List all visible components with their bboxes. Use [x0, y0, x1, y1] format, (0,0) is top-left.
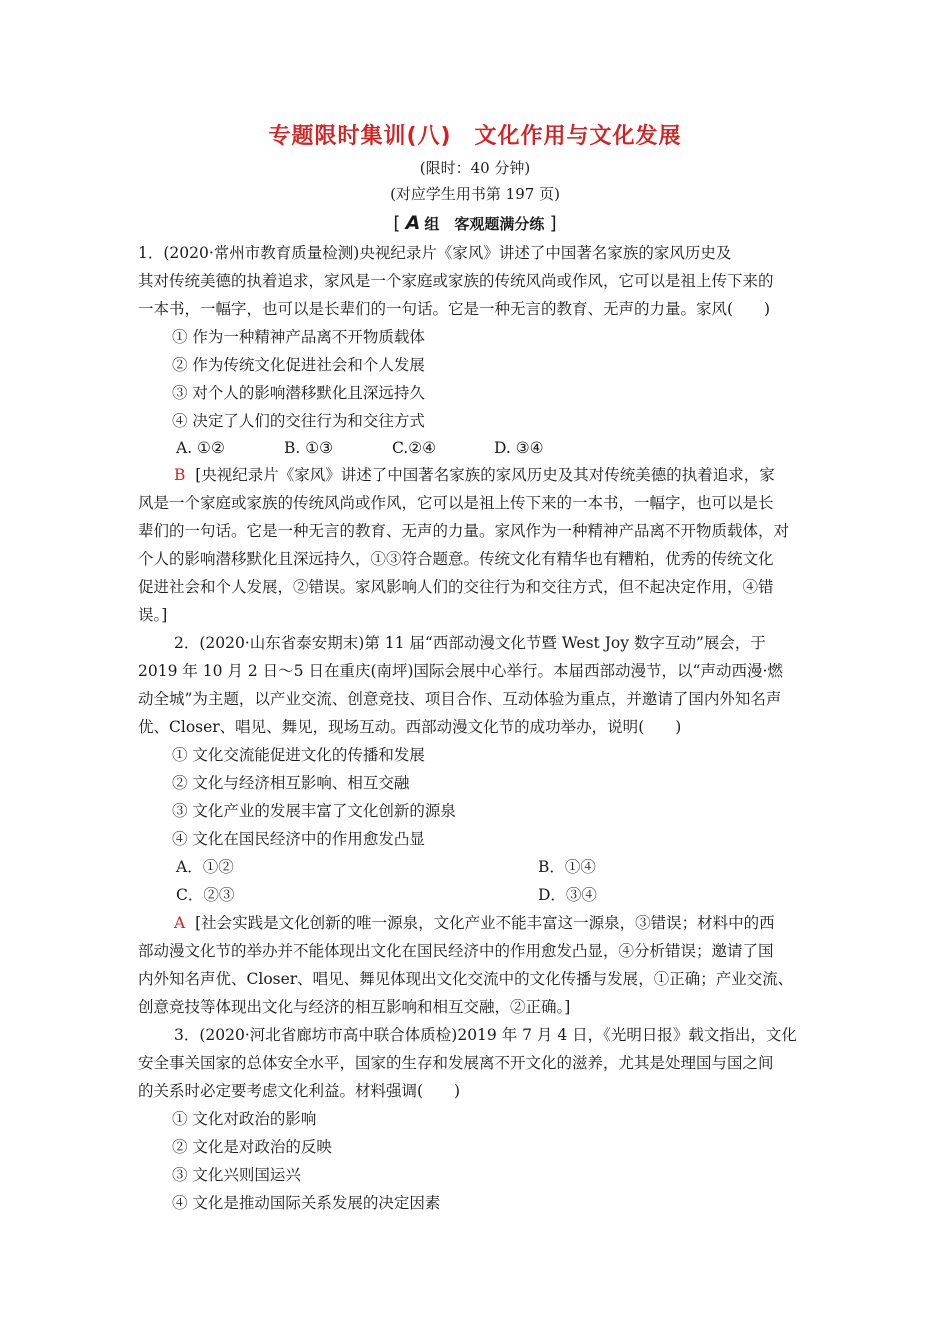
question-3-line: 安全事关国家的总体安全水平，国家的生存和发展离不开文化的滋养，尤其是处理国与国之间: [138, 1054, 774, 1072]
group-label: 组 客观题满分练: [424, 215, 545, 233]
group-letter: A: [405, 212, 421, 234]
question-1-analysis-line: 个人的影响潜移默化且深远持久，①③符合题意。传统文化有精华也有糟粕，优秀的传统文化: [138, 550, 774, 568]
question-1-analysis-line: 误。]: [138, 606, 168, 624]
question-2-item: ③ 文化产业的发展丰富了文化创新的源泉: [172, 802, 456, 820]
question-2-item: ② 文化与经济相互影响、相互交融: [172, 774, 410, 792]
question-2-analysis-line: 创意竞技等体现出文化与经济的相互影响和相互交融，②正确。]: [138, 998, 571, 1016]
question-2-item: ④ 文化在国民经济中的作用愈发凸显: [172, 830, 425, 848]
question-2-analysis-line: 内外知名声优、Closer、唱见、舞见体现出文化交流中的文化传播与发展，①正确；产业交流、: [138, 970, 794, 988]
question-1-analysis-line: B [央视纪录片《家风》讲述了中国著名家族的家风历史及其对传统美德的执着追求，家: [174, 466, 775, 484]
question-1-answer: B: [174, 466, 186, 484]
question-1-analysis-line: 风是一个家庭或家族的传统风尚或作风，它可以是祖上传下来的一本书，一幅字，也可以是长: [138, 494, 774, 512]
question-1-option-c: C.②④: [392, 439, 437, 457]
question-1-item: ② 作为传统文化促进社会和个人发展: [172, 356, 425, 374]
time-limit: (限时：40 分钟): [419, 159, 531, 177]
question-3-line: 3．(2020·河北省廊坊市高中联合体质检)2019 年 7 月 4 日，《光明日报》载文指出，文化: [174, 1026, 797, 1044]
question-3-line: 的关系时必定要考虑文化利益。材料强调( ): [138, 1082, 461, 1100]
question-2-option-d: D．③④: [538, 886, 597, 904]
question-2-option-c: C．②③: [176, 886, 235, 904]
question-2-option-a: A．①②: [176, 858, 234, 876]
question-3-item: ① 文化对政治的影响: [172, 1110, 317, 1128]
question-3-item: ④ 文化是推动国际关系发展的决定因素: [172, 1194, 441, 1212]
question-2-line: 2．(2020·山东省泰安期末)第 11 届“西部动漫文化节暨 West Joy 数字互动”展会，于: [174, 634, 766, 652]
question-1-item: ① 作为一种精神产品离不开物质载体: [172, 328, 425, 346]
question-1-option-a: A. ①②: [176, 439, 225, 457]
question-1-option-b: B. ①③: [284, 439, 334, 457]
question-1-line: 1．(2020·常州市教育质量检测)央视纪录片《家风》讲述了中国著名家族的家风历史及: [138, 244, 732, 262]
question-2-line: 优、Closer、唱见、舞见，现场互动。西部动漫文化节的成功举办，说明( ): [138, 718, 682, 736]
question-1-item: ③ 对个人的影响潜移默化且深远持久: [172, 384, 425, 402]
question-1-analysis-line: 辈们的一句话。它是一种无言的教育、无声的力量。家风作为一种精神产品离不开物质载体，对: [138, 522, 790, 540]
question-2-line: 2019 年 10 月 2 日～5 日在重庆(南坪)国际会展中心举行。本届西部动漫节，以“声动西漫·燃: [138, 662, 783, 680]
question-1-line: 其对传统美德的执着追求，家风是一个家庭或家族的传统风尚或作风，它可以是祖上传下来的: [138, 272, 774, 290]
group-heading: [ A 组 客观题满分练 ]: [393, 212, 557, 234]
question-1-item: ④ 决定了人们的交往行为和交往方式: [172, 412, 425, 430]
question-2-analysis-line: 部动漫文化节的举办并不能体现出文化在国民经济中的作用愈发凸显，④分析错误；邀请了国: [138, 942, 774, 960]
page-title: 专题限时集训(八) 文化作用与文化发展: [268, 124, 682, 149]
question-3-item: ③ 文化兴则国运兴: [172, 1166, 301, 1184]
question-2-line: 动全城”为主题，以产业交流、创意竞技、项目合作、互动体验为重点，并邀请了国内外知名声: [138, 690, 782, 708]
question-1-line: 一本书，一幅字，也可以是长辈们的一句话。它是一种无言的教育、无声的力量。家风( ): [138, 300, 771, 318]
question-1-analysis-line: 促进社会和个人发展，②错误。家风影响人们的交往行为和交往方式，但不起决定作用，④错: [138, 578, 774, 596]
question-2-option-b: B．①④: [538, 858, 596, 876]
question-2-item: ① 文化交流能促进文化的传播和发展: [172, 746, 425, 764]
question-1-option-d: D. ③④: [494, 439, 544, 457]
question-3-item: ② 文化是对政治的反映: [172, 1138, 332, 1156]
book-reference: (对应学生用书第 197 页): [390, 185, 560, 203]
question-2-answer: A: [174, 914, 186, 932]
question-2-analysis-line: A [社会实践是文化创新的唯一源泉，文化产业不能丰富这一源泉，③错误；材料中的西: [174, 914, 775, 932]
